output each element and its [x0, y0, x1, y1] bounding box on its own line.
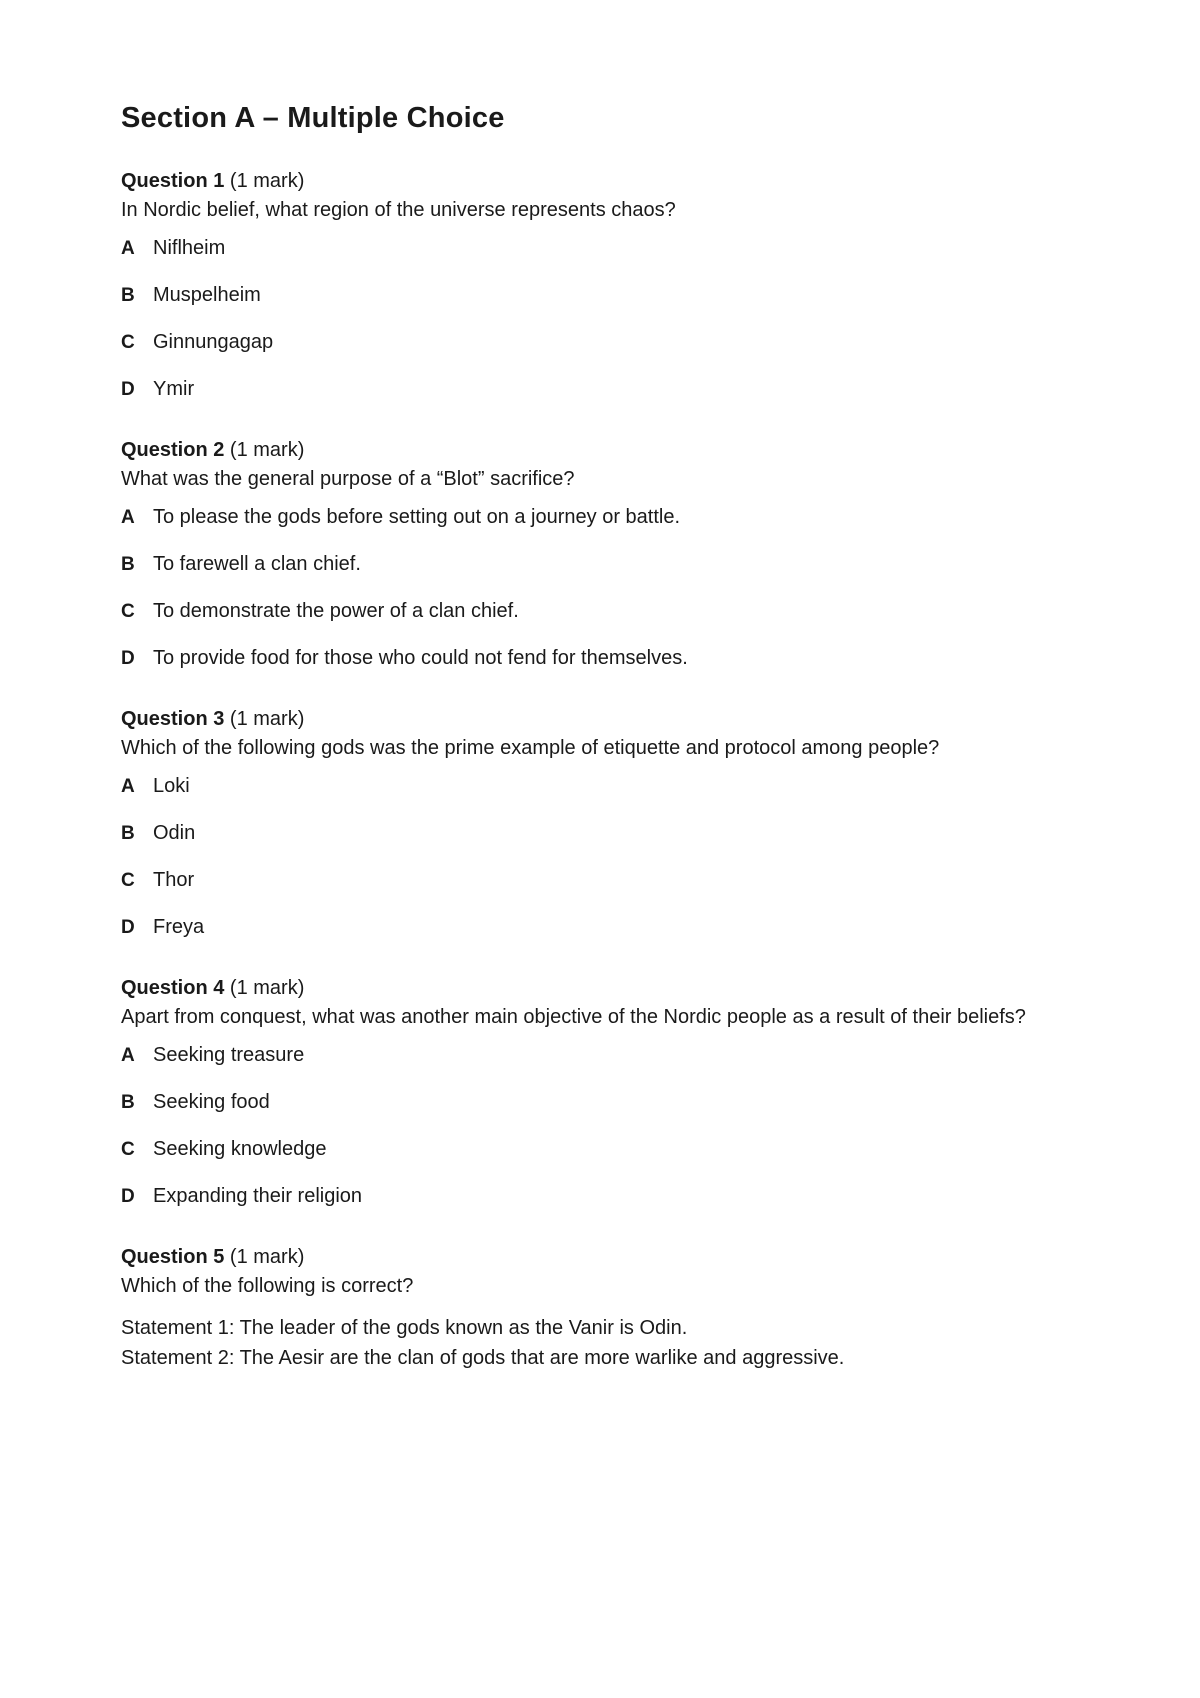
options-list — [121, 1042, 1081, 1210]
question-number: Question 1 — [121, 170, 225, 192]
question-text: Which of the following is correct? — [121, 1275, 414, 1297]
option-text: Muspelheim — [153, 284, 261, 306]
question-number: Question 5 — [121, 1246, 225, 1268]
question-4 — [121, 973, 1081, 1210]
question-1 — [121, 166, 1081, 403]
option-text: Ginnungagap — [153, 331, 274, 353]
option-text: Niflheim — [153, 237, 226, 259]
option-a[interactable] — [121, 1042, 1081, 1069]
question-header — [121, 973, 1081, 1003]
option-letter: C — [121, 870, 135, 891]
option-b[interactable] — [121, 282, 1081, 309]
option-c[interactable] — [121, 598, 1081, 625]
option-letter: C — [121, 332, 135, 353]
option-letter: B — [121, 285, 135, 306]
option-text: Ymir — [153, 378, 195, 400]
question-number: Question 3 — [121, 708, 225, 730]
option-c[interactable] — [121, 867, 1081, 894]
option-d[interactable] — [121, 1183, 1081, 1210]
question-marks: (1 mark) — [229, 708, 305, 730]
option-d[interactable] — [121, 645, 1081, 672]
option-text: Thor — [153, 869, 195, 891]
question-marks: (1 mark) — [229, 170, 305, 192]
option-d[interactable] — [121, 914, 1081, 941]
question-header — [121, 1242, 1081, 1272]
question-number: Question 4 — [121, 977, 225, 999]
option-letter: D — [121, 648, 135, 669]
option-a[interactable] — [121, 773, 1081, 800]
option-letter: A — [121, 238, 135, 259]
options-list — [121, 235, 1081, 403]
option-letter: D — [121, 1186, 135, 1207]
question-marks: (1 mark) — [229, 1246, 305, 1268]
option-text: To demonstrate the power of a clan chief. — [153, 600, 519, 622]
option-d[interactable] — [121, 376, 1081, 403]
options-list — [121, 504, 1081, 672]
option-c[interactable] — [121, 329, 1081, 356]
option-letter: C — [121, 601, 135, 622]
question-number: Question 2 — [121, 439, 225, 461]
question-marks: (1 mark) — [229, 439, 305, 461]
question-5 — [121, 1242, 1081, 1373]
option-b[interactable] — [121, 820, 1081, 847]
option-letter: D — [121, 917, 135, 938]
option-letter: D — [121, 379, 135, 400]
option-text: Freya — [153, 916, 205, 938]
statement-2: Statement 2: The Aesir are the clan of gods that are more warlike and aggressive. — [121, 1347, 845, 1369]
question-header — [121, 435, 1081, 465]
statement-1: Statement 1: The leader of the gods known as the Vanir is Odin. — [121, 1317, 688, 1339]
option-a[interactable] — [121, 235, 1081, 262]
option-text: Seeking food — [153, 1091, 270, 1113]
option-text: To farewell a clan chief. — [153, 553, 361, 575]
option-b[interactable] — [121, 1089, 1081, 1116]
option-text: To provide food for those who could not fend for themselves. — [153, 647, 688, 669]
option-letter: B — [121, 1092, 135, 1113]
question-2 — [121, 435, 1081, 672]
option-text: Seeking treasure — [153, 1044, 305, 1066]
question-text: Apart from conquest, what was another main objective of the Nordic people as a result of their beliefs? — [121, 1006, 1026, 1028]
option-text: Odin — [153, 822, 196, 844]
options-list — [121, 773, 1081, 941]
option-letter: C — [121, 1139, 135, 1160]
option-text: Loki — [153, 775, 190, 797]
question-text: Which of the following gods was the prime example of etiquette and protocol among people? — [121, 737, 940, 759]
option-text: Expanding their religion — [153, 1185, 363, 1207]
question-marks: (1 mark) — [229, 977, 305, 999]
option-c[interactable] — [121, 1136, 1081, 1163]
question-header — [121, 704, 1081, 734]
option-letter: B — [121, 554, 135, 575]
question-text: In Nordic belief, what region of the universe represents chaos? — [121, 199, 676, 221]
section-title: Section A – Multiple Choice — [121, 102, 505, 134]
option-text: To please the gods before setting out on a journey or battle. — [153, 506, 681, 528]
statements — [121, 1313, 1081, 1373]
option-letter: A — [121, 1045, 135, 1066]
option-letter: B — [121, 823, 135, 844]
question-text: What was the general purpose of a “Blot” sacrifice? — [121, 468, 575, 490]
option-letter: A — [121, 776, 135, 797]
option-letter: A — [121, 507, 135, 528]
option-b[interactable] — [121, 551, 1081, 578]
exam-page — [121, 100, 1081, 1405]
question-header — [121, 166, 1081, 196]
option-a[interactable] — [121, 504, 1081, 531]
question-3 — [121, 704, 1081, 941]
option-text: Seeking knowledge — [153, 1138, 327, 1160]
